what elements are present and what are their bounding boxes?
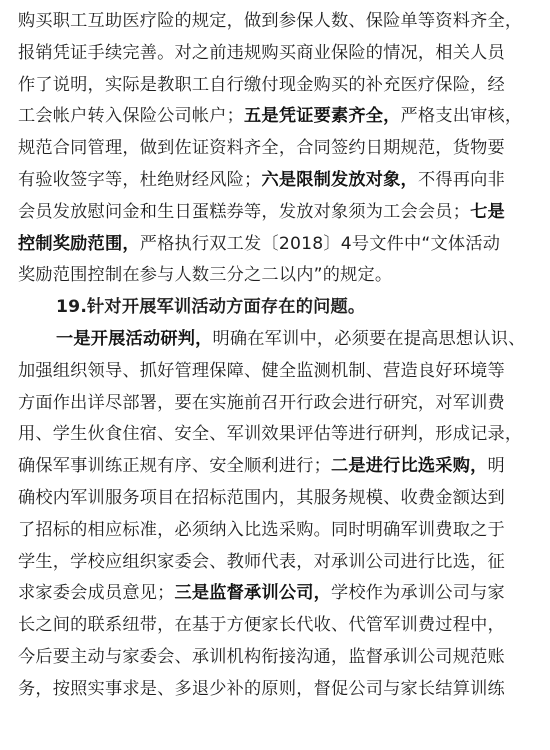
bold-item-seven: 七是: [470, 201, 505, 222]
text-line: 确校内军训服务项目在招标范围内，其服务规模、收费金额达到: [18, 487, 505, 508]
text-line: 规范合同管理，做到佐证资料齐全，合同签约日期规范，货物要: [18, 138, 505, 159]
bold-item-five: 五是凭证要素齐全，: [244, 106, 401, 127]
bold-item-three: 三是监督承训公司，: [174, 583, 331, 604]
section-heading: 19.针对开展军训活动方面存在的问题。: [56, 297, 366, 318]
text-line: [18, 451, 536, 483]
text-line: 了招标的相应标准，必须纳入比选采购。同时明确军训费取之于: [18, 519, 505, 540]
text-line: 今后要主动与家委会、承训机构衔接沟通，监督承训公司规范账: [18, 646, 505, 667]
text-line: 用、学生伙食住宿、安全、军训效果评估等进行研判，形成记录，: [18, 424, 523, 445]
text-line: [18, 229, 536, 261]
section-19: [18, 292, 536, 324]
text-line: 购买职工互助医疗险的规定，做到参保人数、保险单等资料齐全，: [18, 11, 523, 31]
text-line: 报销凭证手续完善。对之前违规购买商业保险的情况，相关人员: [18, 42, 505, 63]
text-run: 明: [487, 456, 505, 477]
text-line: 长之间的联系纽带，在基于方便家长代收、代管军训费过程中，: [18, 615, 505, 636]
text-line: [18, 578, 536, 610]
text-run: 不得再向非: [417, 169, 505, 190]
bold-item-six: 六是限制发放对象，: [261, 169, 418, 190]
text-line: [18, 324, 536, 356]
text-run: 工会帐户转入保险公司帐户；: [18, 106, 245, 127]
text-line: 方面作出详尽部署，要在实施前召开行政会进行研究，对军训费: [18, 392, 505, 413]
text-run: 会员发放慰问金和生日蛋糕券等，发放对象须为工会会员；: [18, 201, 471, 222]
paragraph-military-training: [18, 324, 536, 706]
text-line: 学生，学校应组织家委会、教师代表，对承训公司进行比选，征: [18, 551, 505, 572]
text-run: 学校作为承训公司与家: [331, 583, 505, 604]
bold-item-two: 二是进行比选采购，: [330, 456, 488, 477]
bold-item-one: 一是开展活动研判，: [56, 328, 213, 349]
text-run: 严格支出审核，: [400, 106, 523, 127]
text-run: 有验收签字等，杜绝财经风险；: [18, 169, 262, 190]
text-line: 加强组织领导、抓好管理保障、健全监测机制、营造良好环境等: [18, 360, 505, 381]
text-line: [18, 197, 536, 229]
text-line: 奖励范围控制在参与人数三分之二以内”的规定。: [18, 265, 393, 286]
bold-item-seven-cont: 控制奖励范围，: [18, 233, 140, 254]
text-run: 明确在军训中，必须要在提高思想认识、: [212, 328, 526, 349]
text-line: 作了说明，实际是教职工自行缴付现金购买的补充医疗保险，经: [18, 74, 505, 95]
text-run: 确保军事训练正规有序、安全顺利进行；: [18, 456, 331, 477]
text-run: 严格执行双工发〔2018〕4号文件中“文体活动: [139, 233, 501, 254]
text-run: 求家委会成员意见；: [18, 583, 175, 604]
paragraph-union-insurance: [18, 6, 536, 292]
text-line: 务，按照实事求是、多退少补的原则，督促公司与家长结算训练: [18, 678, 505, 699]
text-line: [18, 165, 536, 197]
text-line: [18, 101, 536, 133]
